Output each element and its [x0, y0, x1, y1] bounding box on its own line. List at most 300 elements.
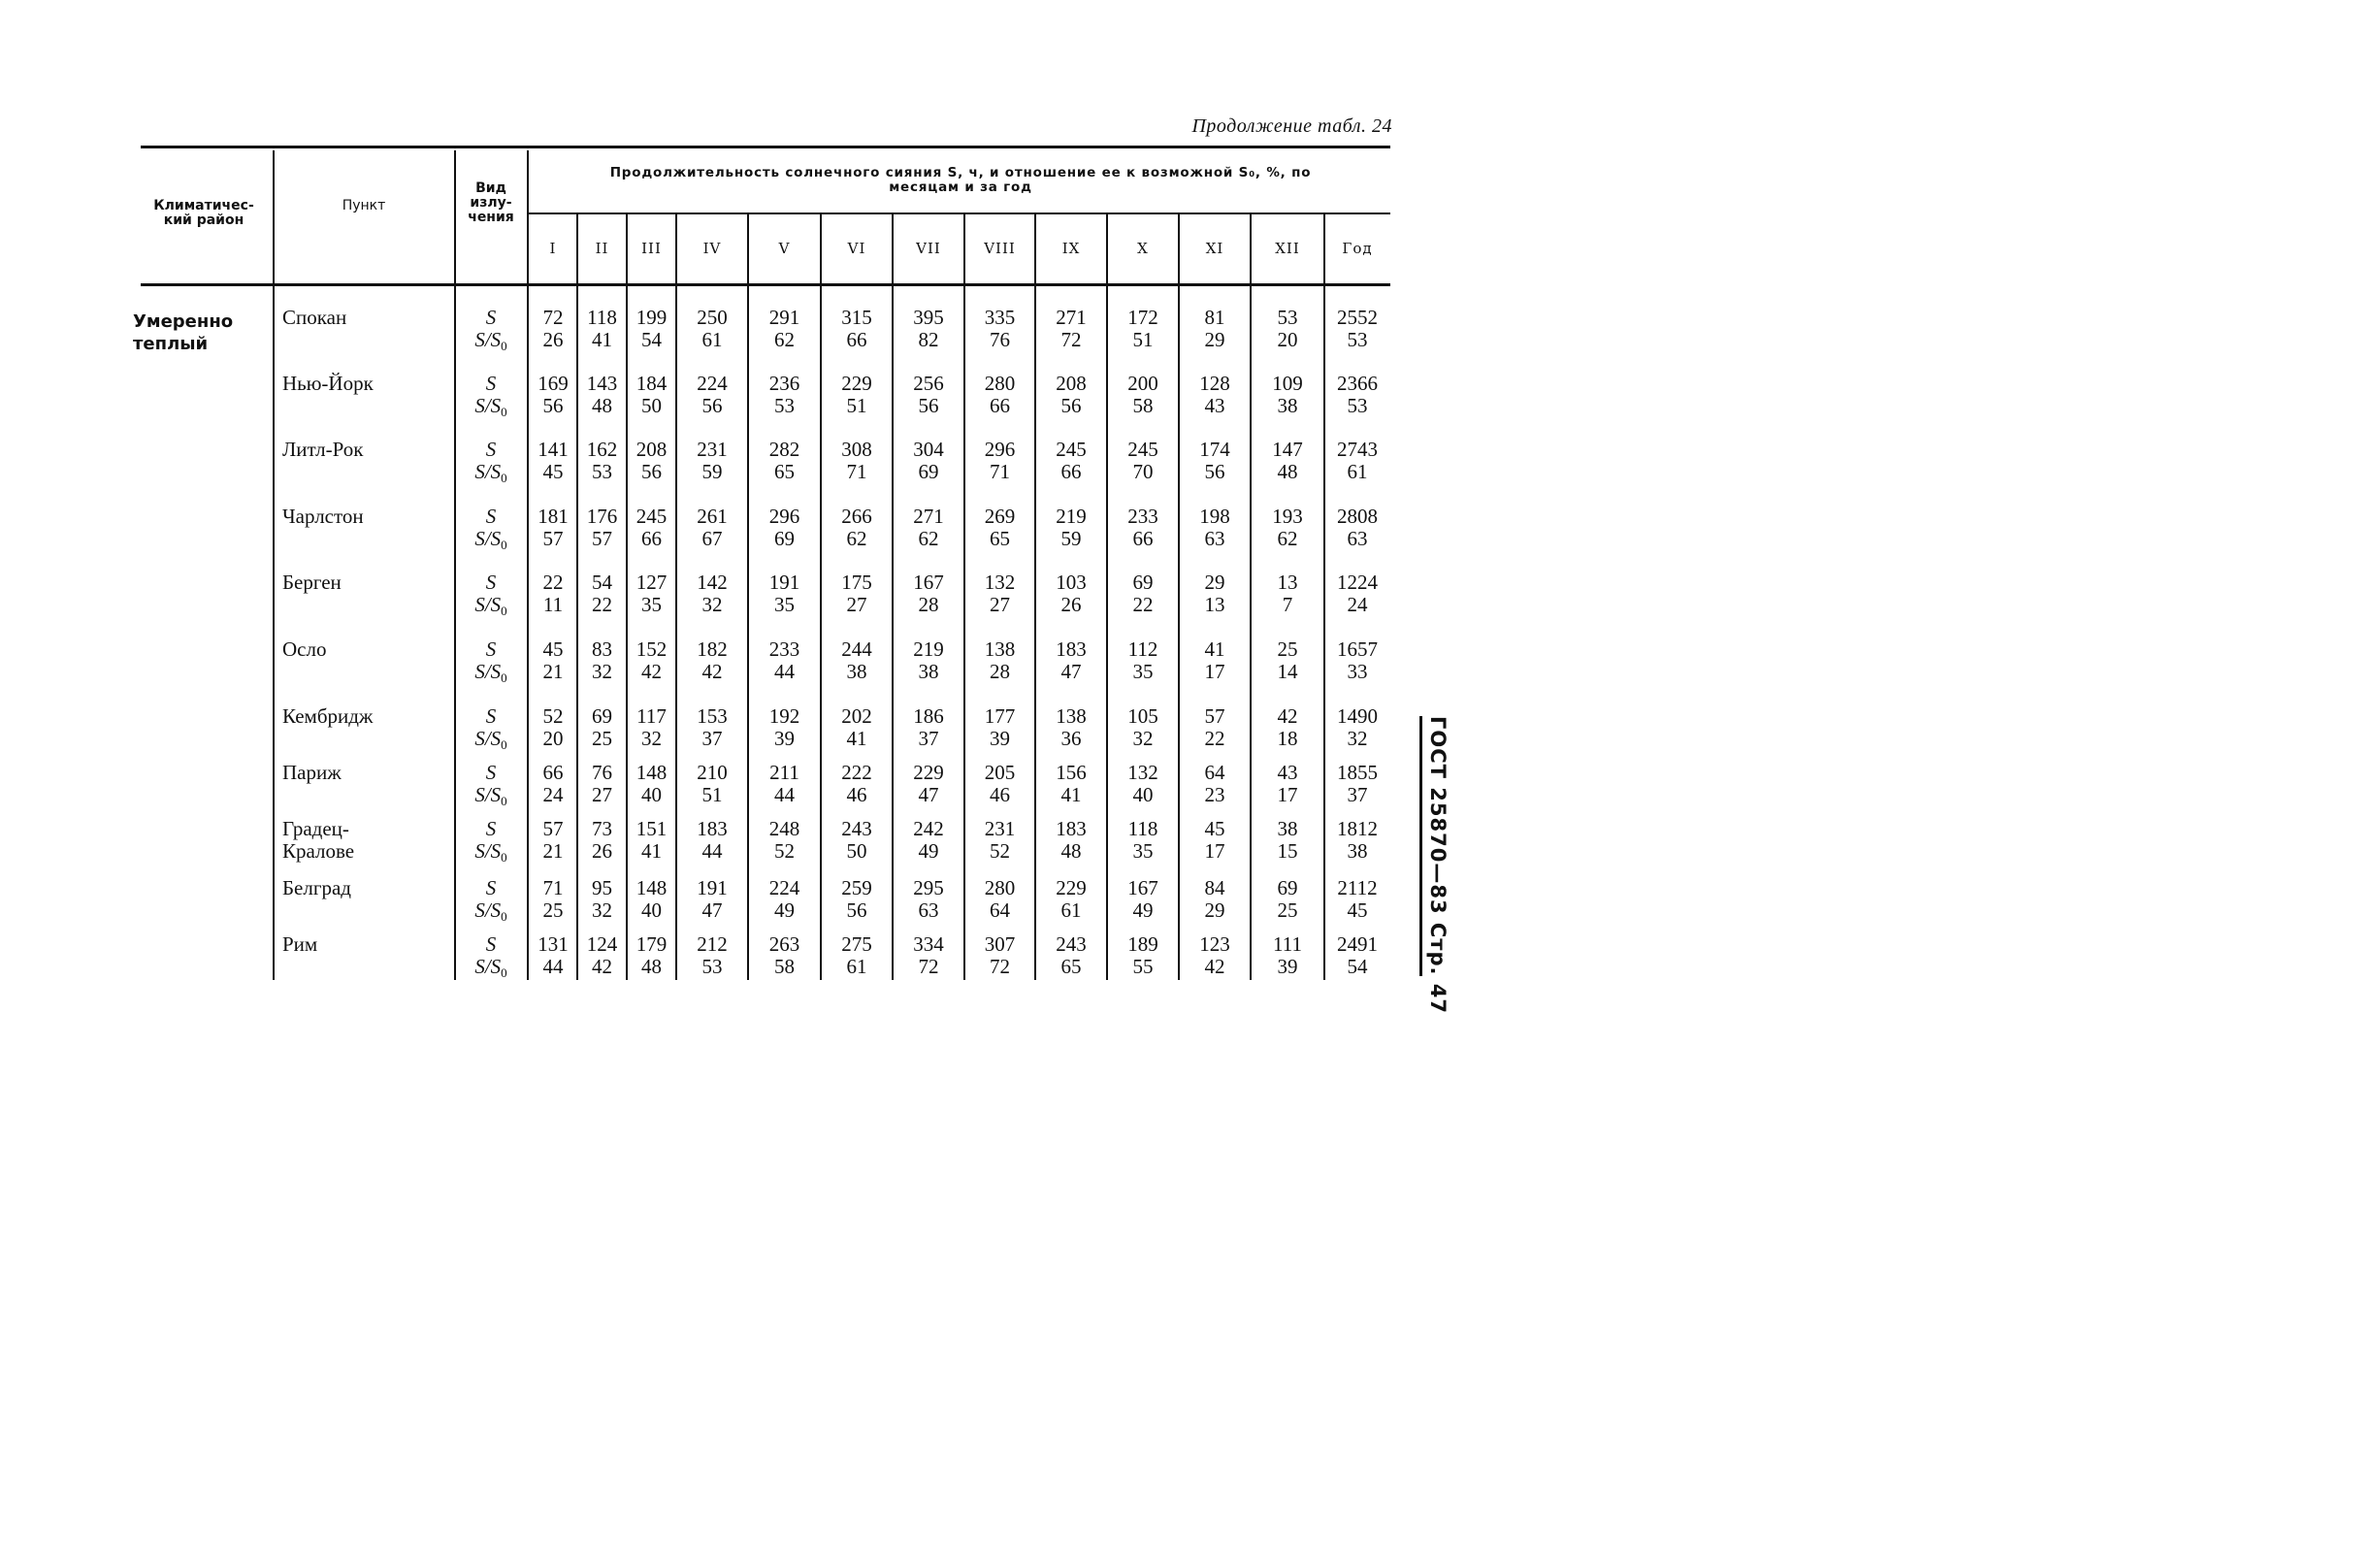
cell-sunshine-ratio: 67 [701, 527, 723, 550]
cell-sunshine-hours: 175 [841, 571, 872, 594]
column-divider [454, 150, 456, 980]
cell-sunshine-hours: 296 [768, 505, 800, 528]
cell-sunshine-hours: 2491 [1337, 932, 1378, 956]
cell-sunshine-hours: 45 [542, 637, 564, 661]
cell-sunshine-ratio: 32 [1132, 727, 1154, 750]
cell-sunshine-hours: 219 [1056, 505, 1087, 528]
cell-sunshine-hours: 141 [538, 438, 569, 461]
cell-sunshine-ratio: 72 [1060, 328, 1082, 351]
cell-sunshine-ratio: 22 [1132, 593, 1154, 616]
cell-sunshine-hours: 224 [768, 876, 800, 899]
cell-sunshine-hours: 43 [1277, 761, 1298, 784]
kind-ratio-text: S/S [474, 839, 502, 863]
cell-sunshine-ratio: 41 [592, 328, 612, 351]
cell-sunshine-hours: 291 [768, 306, 800, 329]
cell-sunshine-hours: 2552 [1337, 306, 1378, 329]
cell-sunshine-ratio: 25 [592, 727, 612, 750]
cell-sunshine-ratio: 76 [990, 328, 1010, 351]
cell-sunshine-hours: 315 [841, 306, 872, 329]
cell-sunshine-ratio: 66 [1132, 527, 1154, 550]
cell-sunshine-hours: 233 [1127, 505, 1158, 528]
cell-sunshine-ratio: 48 [641, 955, 662, 978]
cell-sunshine-hours: 66 [542, 761, 564, 784]
cell-sunshine-ratio: 26 [1060, 593, 1082, 616]
header-month-11: XI [1205, 240, 1224, 257]
cell-sunshine-ratio: 42 [592, 955, 612, 978]
cell-sunshine-ratio: 49 [918, 839, 939, 863]
cell-sunshine-hours: 13 [1277, 571, 1298, 594]
cell-sunshine-ratio: 37 [1347, 783, 1368, 806]
kind-ratio-text: S/S [474, 727, 502, 750]
cell-sunshine-hours: 280 [984, 876, 1016, 899]
cell-sunshine-hours: 231 [697, 438, 728, 461]
cell-sunshine-hours: 261 [697, 505, 728, 528]
cell-sunshine-ratio: 51 [701, 783, 723, 806]
cell-sunshine-hours: 280 [984, 372, 1016, 395]
place-name: Нью-Йорк [282, 372, 374, 395]
cell-sunshine-hours: 124 [586, 932, 618, 956]
cell-sunshine-hours: 259 [841, 876, 872, 899]
cell-sunshine-ratio: 70 [1132, 460, 1154, 483]
kind-ratio-label [460, 840, 522, 868]
kind-s-label: S [485, 876, 497, 899]
cell-sunshine-ratio: 53 [701, 955, 723, 978]
cell-sunshine-ratio: 40 [641, 898, 662, 922]
cell-sunshine-ratio: 52 [990, 839, 1010, 863]
cell-sunshine-hours: 167 [1127, 876, 1158, 899]
cell-sunshine-hours: 200 [1127, 372, 1158, 395]
cell-sunshine-ratio: 33 [1347, 660, 1368, 683]
cell-sunshine-hours: 186 [913, 704, 944, 728]
cell-sunshine-hours: 176 [586, 505, 618, 528]
cell-sunshine-ratio: 57 [542, 527, 564, 550]
kind-s-label: S [485, 505, 497, 528]
cell-sunshine-ratio: 40 [641, 783, 662, 806]
header-month-1: I [549, 240, 557, 257]
cell-sunshine-ratio: 35 [641, 593, 662, 616]
place-name: Белград [282, 876, 351, 899]
cell-sunshine-hours: 271 [913, 505, 944, 528]
cell-sunshine-ratio: 29 [1204, 898, 1225, 922]
cell-sunshine-ratio: 26 [542, 328, 564, 351]
cell-sunshine-hours: 76 [592, 761, 612, 784]
cell-sunshine-ratio: 47 [1060, 660, 1082, 683]
cell-sunshine-hours: 199 [635, 306, 668, 329]
cell-sunshine-hours: 118 [587, 306, 617, 329]
cell-sunshine-ratio: 61 [1347, 460, 1368, 483]
cell-sunshine-ratio: 66 [641, 527, 662, 550]
cell-sunshine-ratio: 63 [918, 898, 939, 922]
cell-sunshine-ratio: 61 [846, 955, 867, 978]
cell-sunshine-ratio: 42 [1204, 955, 1225, 978]
group-header-rule [529, 212, 1390, 214]
header-month-12: XII [1275, 240, 1300, 257]
kind-s-label: S [485, 372, 497, 395]
cell-sunshine-hours: 174 [1199, 438, 1230, 461]
cell-sunshine-hours: 72 [542, 306, 564, 329]
cell-sunshine-hours: 127 [635, 571, 668, 594]
kind-ratio-label [460, 528, 522, 556]
kind-ratio-label [460, 899, 522, 928]
cell-sunshine-hours: 2808 [1337, 505, 1378, 528]
cell-sunshine-ratio: 64 [990, 898, 1010, 922]
header-group: Продолжительность солнечного сияния S, ч, и отношение ее к возможной S₀, %, по месяцам и за год [609, 165, 1312, 195]
cell-sunshine-ratio: 56 [1060, 394, 1082, 417]
cell-sunshine-hours: 143 [586, 372, 618, 395]
cell-sunshine-hours: 244 [841, 637, 872, 661]
kind-ratio-subscript: 0 [501, 339, 507, 353]
cell-sunshine-ratio: 39 [1277, 955, 1298, 978]
cell-sunshine-ratio: 32 [592, 898, 612, 922]
cell-sunshine-hours: 29 [1204, 571, 1225, 594]
cell-sunshine-hours: 95 [592, 876, 612, 899]
top-rule [141, 146, 1390, 148]
cell-sunshine-ratio: 29 [1204, 328, 1225, 351]
cell-sunshine-ratio: 45 [542, 460, 564, 483]
cell-sunshine-ratio: 42 [641, 660, 662, 683]
kind-s-label: S [485, 571, 497, 594]
cell-sunshine-hours: 153 [697, 704, 728, 728]
cell-sunshine-hours: 193 [1272, 505, 1303, 528]
cell-sunshine-ratio: 40 [1132, 783, 1154, 806]
cell-sunshine-ratio: 56 [1204, 460, 1225, 483]
cell-sunshine-ratio: 59 [701, 460, 723, 483]
cell-sunshine-hours: 151 [635, 817, 668, 840]
cell-sunshine-ratio: 18 [1277, 727, 1298, 750]
cell-sunshine-ratio: 52 [774, 839, 795, 863]
cell-sunshine-ratio: 38 [1347, 839, 1368, 863]
cell-sunshine-hours: 2112 [1337, 876, 1378, 899]
cell-sunshine-ratio: 41 [641, 839, 662, 863]
cell-sunshine-ratio: 20 [1277, 328, 1298, 351]
kind-ratio-text: S/S [474, 527, 502, 550]
cell-sunshine-hours: 103 [1056, 571, 1087, 594]
cell-sunshine-ratio: 51 [846, 394, 867, 417]
cell-sunshine-hours: 243 [841, 817, 872, 840]
cell-sunshine-ratio: 39 [774, 727, 795, 750]
cell-sunshine-ratio: 17 [1277, 783, 1298, 806]
cell-sunshine-ratio: 27 [592, 783, 612, 806]
cell-sunshine-hours: 334 [913, 932, 944, 956]
cell-sunshine-ratio: 82 [918, 328, 939, 351]
place-name: Спокан [282, 306, 347, 329]
place-name: Кембридж [282, 704, 374, 728]
cell-sunshine-ratio: 47 [701, 898, 723, 922]
cell-sunshine-hours: 233 [768, 637, 800, 661]
cell-sunshine-ratio: 44 [542, 955, 564, 978]
cell-sunshine-hours: 211 [769, 761, 799, 784]
cell-sunshine-ratio: 20 [542, 727, 564, 750]
cell-sunshine-hours: 208 [635, 438, 668, 461]
place-name: Осло [282, 637, 327, 661]
kind-ratio-label [460, 461, 522, 489]
kind-ratio-subscript: 0 [501, 604, 507, 618]
kind-ratio-subscript: 0 [501, 737, 507, 752]
cell-sunshine-hours: 84 [1204, 876, 1225, 899]
cell-sunshine-hours: 69 [1132, 571, 1154, 594]
cell-sunshine-hours: 229 [841, 372, 872, 395]
cell-sunshine-hours: 1490 [1337, 704, 1378, 728]
cell-sunshine-hours: 169 [538, 372, 569, 395]
cell-sunshine-ratio: 66 [846, 328, 867, 351]
cell-sunshine-hours: 1224 [1337, 571, 1378, 594]
kind-ratio-label [460, 661, 522, 689]
kind-ratio-label [460, 956, 522, 984]
cell-sunshine-hours: 181 [538, 505, 569, 528]
cell-sunshine-ratio: 44 [701, 839, 723, 863]
cell-sunshine-ratio: 62 [774, 328, 795, 351]
cell-sunshine-hours: 184 [635, 372, 668, 395]
place-name: Рим [282, 932, 318, 956]
cell-sunshine-ratio: 62 [1277, 527, 1298, 550]
cell-sunshine-hours: 189 [1127, 932, 1158, 956]
kind-ratio-label [460, 329, 522, 357]
cell-sunshine-ratio: 45 [1347, 898, 1368, 922]
cell-sunshine-ratio: 36 [1060, 727, 1082, 750]
cell-sunshine-hours: 138 [984, 637, 1016, 661]
cell-sunshine-ratio: 21 [542, 839, 564, 863]
region-name: Умеренно теплый [133, 311, 234, 354]
cell-sunshine-ratio: 48 [1060, 839, 1082, 863]
cell-sunshine-ratio: 28 [990, 660, 1010, 683]
cell-sunshine-hours: 263 [768, 932, 800, 956]
cell-sunshine-hours: 112 [1127, 637, 1158, 661]
kind-s-label: S [485, 817, 497, 840]
cell-sunshine-hours: 245 [1127, 438, 1158, 461]
cell-sunshine-ratio: 25 [542, 898, 564, 922]
place-name: Литл-Рок [282, 438, 364, 461]
cell-sunshine-ratio: 63 [1347, 527, 1368, 550]
cell-sunshine-hours: 83 [592, 637, 612, 661]
cell-sunshine-ratio: 57 [592, 527, 612, 550]
cell-sunshine-ratio: 26 [592, 839, 612, 863]
cell-sunshine-hours: 53 [1277, 306, 1298, 329]
kind-s-label: S [485, 704, 497, 728]
kind-ratio-subscript: 0 [501, 909, 507, 924]
cell-sunshine-hours: 183 [1056, 637, 1087, 661]
cell-sunshine-hours: 38 [1277, 817, 1298, 840]
cell-sunshine-hours: 45 [1204, 817, 1225, 840]
cell-sunshine-hours: 54 [592, 571, 612, 594]
cell-sunshine-hours: 231 [984, 817, 1016, 840]
cell-sunshine-hours: 275 [841, 932, 872, 956]
cell-sunshine-hours: 131 [538, 932, 569, 956]
cell-sunshine-hours: 1812 [1337, 817, 1378, 840]
cell-sunshine-hours: 243 [1056, 932, 1087, 956]
cell-sunshine-hours: 242 [913, 817, 944, 840]
kind-ratio-label [460, 594, 522, 622]
cell-sunshine-hours: 118 [1127, 817, 1158, 840]
cell-sunshine-ratio: 13 [1204, 593, 1225, 616]
cell-sunshine-ratio: 61 [1060, 898, 1082, 922]
cell-sunshine-hours: 25 [1277, 637, 1298, 661]
cell-sunshine-ratio: 61 [701, 328, 723, 351]
cell-sunshine-hours: 256 [913, 372, 944, 395]
kind-ratio-text: S/S [474, 955, 502, 978]
cell-sunshine-ratio: 22 [592, 593, 612, 616]
cell-sunshine-ratio: 48 [592, 394, 612, 417]
kind-ratio-subscript: 0 [501, 965, 507, 980]
cell-sunshine-hours: 41 [1204, 637, 1225, 661]
cell-sunshine-ratio: 43 [1204, 394, 1225, 417]
cell-sunshine-ratio: 66 [990, 394, 1010, 417]
cell-sunshine-ratio: 71 [990, 460, 1010, 483]
cell-sunshine-hours: 395 [913, 306, 944, 329]
cell-sunshine-hours: 1855 [1337, 761, 1378, 784]
cell-sunshine-ratio: 69 [774, 527, 795, 550]
cell-sunshine-hours: 156 [1056, 761, 1087, 784]
cell-sunshine-ratio: 28 [918, 593, 939, 616]
cell-sunshine-ratio: 56 [641, 460, 662, 483]
kind-ratio-subscript: 0 [501, 538, 507, 552]
cell-sunshine-hours: 52 [542, 704, 564, 728]
kind-s-label: S [485, 637, 497, 661]
cell-sunshine-ratio: 32 [592, 660, 612, 683]
cell-sunshine-hours: 182 [697, 637, 728, 661]
cell-sunshine-ratio: 21 [542, 660, 564, 683]
cell-sunshine-ratio: 53 [774, 394, 795, 417]
cell-sunshine-ratio: 49 [1132, 898, 1154, 922]
cell-sunshine-hours: 219 [913, 637, 944, 661]
cell-sunshine-hours: 304 [913, 438, 944, 461]
cell-sunshine-hours: 117 [636, 704, 667, 728]
kind-s-label: S [485, 932, 497, 956]
cell-sunshine-ratio: 23 [1204, 783, 1225, 806]
cell-sunshine-ratio: 56 [918, 394, 939, 417]
kind-ratio-label [460, 395, 522, 423]
kind-s-label: S [485, 761, 497, 784]
cell-sunshine-hours: 205 [984, 761, 1016, 784]
cell-sunshine-hours: 167 [913, 571, 944, 594]
cell-sunshine-hours: 1657 [1337, 637, 1378, 661]
kind-ratio-label [460, 784, 522, 812]
cell-sunshine-hours: 307 [984, 932, 1016, 956]
column-divider [273, 150, 275, 980]
cell-sunshine-hours: 191 [768, 571, 800, 594]
cell-sunshine-hours: 128 [1199, 372, 1230, 395]
cell-sunshine-ratio: 27 [990, 593, 1010, 616]
header-month-8: VIII [984, 240, 1016, 257]
cell-sunshine-hours: 248 [768, 817, 800, 840]
cell-sunshine-ratio: 72 [918, 955, 939, 978]
kind-ratio-text: S/S [474, 460, 502, 483]
cell-sunshine-ratio: 42 [701, 660, 723, 683]
cell-sunshine-hours: 208 [1056, 372, 1087, 395]
cell-sunshine-ratio: 72 [990, 955, 1010, 978]
cell-sunshine-ratio: 53 [1347, 394, 1368, 417]
kind-ratio-subscript: 0 [501, 405, 507, 419]
cell-sunshine-ratio: 50 [846, 839, 867, 863]
cell-sunshine-ratio: 32 [1347, 727, 1368, 750]
header-month-9: IX [1061, 240, 1081, 257]
header-month-10: X [1137, 240, 1149, 257]
kind-ratio-text: S/S [474, 783, 502, 806]
cell-sunshine-ratio: 55 [1132, 955, 1154, 978]
cell-sunshine-hours: 2743 [1337, 438, 1378, 461]
cell-sunshine-ratio: 65 [990, 527, 1010, 550]
header-region: Климатичес- кий район [153, 198, 254, 228]
cell-sunshine-hours: 73 [592, 817, 612, 840]
cell-sunshine-hours: 229 [1056, 876, 1087, 899]
cell-sunshine-ratio: 66 [1060, 460, 1082, 483]
cell-sunshine-ratio: 56 [542, 394, 564, 417]
header-kind: Вид излу- чения [468, 180, 514, 225]
cell-sunshine-ratio: 38 [846, 660, 867, 683]
cell-sunshine-hours: 335 [984, 306, 1016, 329]
cell-sunshine-hours: 210 [697, 761, 728, 784]
cell-sunshine-ratio: 69 [918, 460, 939, 483]
cell-sunshine-ratio: 63 [1204, 527, 1225, 550]
cell-sunshine-ratio: 7 [1282, 593, 1293, 616]
cell-sunshine-ratio: 54 [1347, 955, 1368, 978]
cell-sunshine-hours: 295 [913, 876, 944, 899]
place-name: Градец- Кралове [282, 817, 355, 863]
cell-sunshine-hours: 148 [635, 876, 668, 899]
cell-sunshine-ratio: 48 [1277, 460, 1298, 483]
cell-sunshine-hours: 22 [542, 571, 564, 594]
cell-sunshine-ratio: 14 [1277, 660, 1298, 683]
cell-sunshine-hours: 57 [1204, 704, 1225, 728]
cell-sunshine-hours: 142 [697, 571, 728, 594]
kind-ratio-text: S/S [474, 394, 502, 417]
cell-sunshine-hours: 229 [913, 761, 944, 784]
cell-sunshine-hours: 202 [841, 704, 872, 728]
kind-ratio-text: S/S [474, 898, 502, 922]
cell-sunshine-ratio: 17 [1204, 839, 1225, 863]
cell-sunshine-hours: 81 [1204, 306, 1225, 329]
stamp-bar [1419, 716, 1422, 976]
kind-ratio-text: S/S [474, 660, 502, 683]
cell-sunshine-ratio: 38 [918, 660, 939, 683]
header-month-2: II [595, 240, 609, 257]
kind-ratio-subscript: 0 [501, 850, 507, 865]
cell-sunshine-ratio: 24 [542, 783, 564, 806]
cell-sunshine-ratio: 41 [1060, 783, 1082, 806]
cell-sunshine-ratio: 38 [1277, 394, 1298, 417]
cell-sunshine-hours: 132 [984, 571, 1016, 594]
cell-sunshine-hours: 162 [586, 438, 618, 461]
cell-sunshine-hours: 132 [1127, 761, 1158, 784]
header-month-3: III [641, 240, 662, 257]
cell-sunshine-hours: 69 [592, 704, 612, 728]
cell-sunshine-hours: 64 [1204, 761, 1225, 784]
kind-s-label: S [485, 306, 497, 329]
cell-sunshine-hours: 109 [1272, 372, 1303, 395]
kind-ratio-text: S/S [474, 593, 502, 616]
header-place: Пункт [342, 198, 386, 213]
cell-sunshine-ratio: 44 [774, 660, 795, 683]
cell-sunshine-ratio: 27 [846, 593, 867, 616]
cell-sunshine-ratio: 71 [846, 460, 867, 483]
cell-sunshine-hours: 245 [1056, 438, 1087, 461]
cell-sunshine-ratio: 53 [1347, 328, 1368, 351]
cell-sunshine-ratio: 51 [1132, 328, 1154, 351]
continuation-label: Продолжение табл. 24 [1191, 115, 1392, 137]
header-month-5: V [778, 240, 791, 257]
cell-sunshine-ratio: 56 [701, 394, 723, 417]
cell-sunshine-ratio: 44 [774, 783, 795, 806]
cell-sunshine-hours: 179 [635, 932, 668, 956]
kind-ratio-text: S/S [474, 328, 502, 351]
cell-sunshine-ratio: 54 [641, 328, 662, 351]
cell-sunshine-ratio: 37 [918, 727, 939, 750]
cell-sunshine-ratio: 32 [701, 593, 723, 616]
cell-sunshine-ratio: 15 [1277, 839, 1298, 863]
header-month-6: VI [847, 240, 866, 257]
cell-sunshine-hours: 245 [635, 505, 668, 528]
cell-sunshine-ratio: 39 [990, 727, 1010, 750]
cell-sunshine-ratio: 35 [1132, 660, 1154, 683]
